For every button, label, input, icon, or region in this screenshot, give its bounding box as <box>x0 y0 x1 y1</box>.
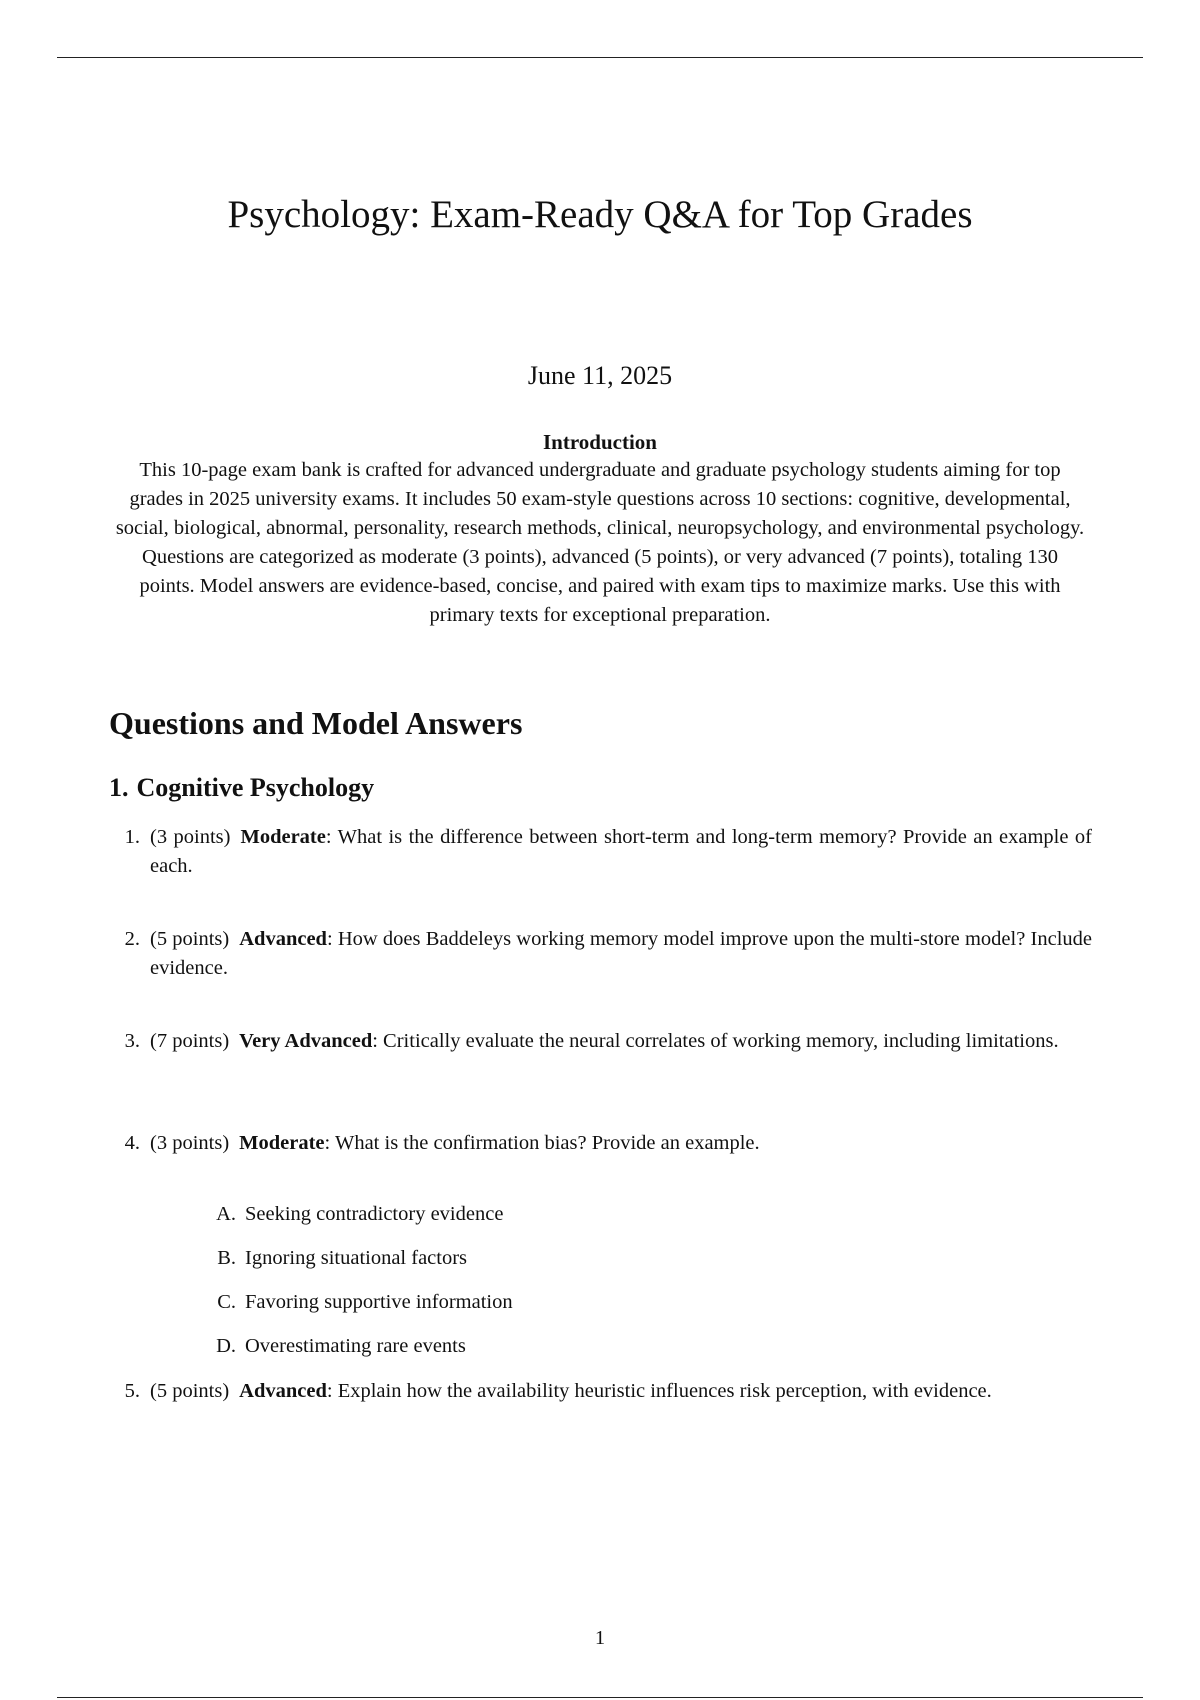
introduction-heading: Introduction <box>543 430 657 454</box>
question-item <box>112 925 1092 983</box>
question-points: (7 points) <box>150 1030 230 1052</box>
question-level: Advanced <box>239 1380 327 1402</box>
question-number: 2. <box>124 928 140 950</box>
question-item <box>112 1377 1092 1406</box>
subsection-number: 1. <box>109 773 129 802</box>
question-points: (3 points) <box>150 1132 230 1154</box>
question-text <box>150 1377 1092 1406</box>
introduction-block <box>112 428 1088 630</box>
option-text: Overestimating rare events <box>245 1335 466 1357</box>
question-item <box>112 1129 1092 1158</box>
question-number: 1. <box>124 826 140 848</box>
question-level: Very Advanced <box>239 1030 373 1052</box>
question-body: : Critically evaluate the neural correlates of working memory, including limitations. <box>372 1030 1059 1052</box>
question-text <box>150 1027 1092 1056</box>
question-number: 3. <box>124 1030 140 1052</box>
question-points: (5 points) <box>150 928 230 950</box>
option-text: Seeking contradictory evidence <box>245 1203 504 1225</box>
question-text <box>150 823 1092 881</box>
answer-options <box>212 1200 1012 1376</box>
answer-option <box>212 1332 1012 1376</box>
question-points: (3 points) <box>150 826 231 848</box>
question-text <box>150 925 1092 983</box>
question-level: Moderate <box>240 826 326 848</box>
question-item <box>112 1027 1092 1056</box>
page-number: 1 <box>594 1627 606 1649</box>
document-title: Psychology: Exam-Ready Q&A for Top Grades <box>227 193 973 236</box>
top-rule <box>57 57 1143 58</box>
answer-option <box>212 1200 1012 1244</box>
answer-option <box>212 1288 1012 1332</box>
introduction-body: This 10-page exam bank is crafted for advanced undergraduate and graduate psychology students aiming for top grades in 2025 university exams. It includes 50 exam-style questions across 10 sections: cognitive, developmental, social, biological, abnormal, personality, research methods, clinical, neuropsychology, and environmental psychology. Questions are categorized as moderate (3 points), advanced (5 points), or very advanced (7 points), totaling 130 points. Model answers are evidence-based, concise, and paired with exam tips to maximize marks. Use this with primary texts for exceptional preparation. <box>115 459 1085 626</box>
question-body: : What is the confirmation bias? Provide an example. <box>324 1132 760 1154</box>
question-level: Advanced <box>239 928 327 950</box>
question-body: : Explain how the availability heuristic influences risk perception, with evidence. <box>326 1380 992 1402</box>
option-text: Ignoring situational factors <box>245 1247 468 1269</box>
bottom-rule <box>57 1697 1143 1698</box>
option-letter: C. <box>217 1291 236 1313</box>
question-number: 5. <box>124 1380 140 1402</box>
question-points: (5 points) <box>150 1380 230 1402</box>
subsection-label: Cognitive Psychology <box>136 773 375 802</box>
document-date: June 11, 2025 <box>527 361 673 390</box>
section-title: Questions and Model Answers <box>109 705 523 741</box>
option-letter: B. <box>217 1247 236 1269</box>
option-letter: D. <box>216 1335 236 1357</box>
question-body: : How does Baddeleys working memory model improve upon the multi-store model? Include evidence. <box>150 928 1092 979</box>
answer-option <box>212 1244 1012 1288</box>
question-item <box>112 823 1092 881</box>
question-body: : What is the difference between short-term and long-term memory? Provide an example of each. <box>150 826 1092 877</box>
subsection-title <box>109 772 374 803</box>
option-letter: A. <box>216 1203 236 1225</box>
question-text <box>150 1129 1092 1158</box>
question-number: 4. <box>124 1132 140 1154</box>
question-level: Moderate <box>239 1132 325 1154</box>
option-text: Favoring supportive information <box>245 1291 513 1313</box>
